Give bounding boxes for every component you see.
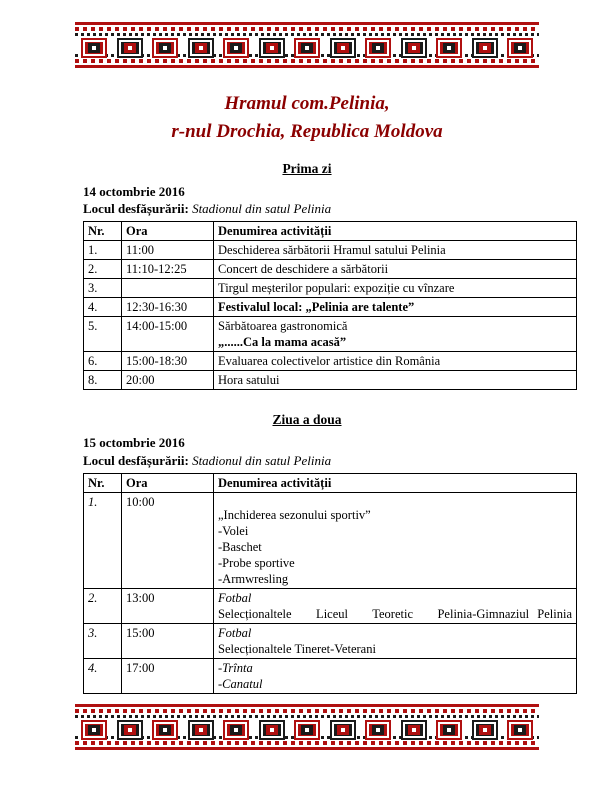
border-motif-icon	[436, 38, 462, 58]
day1-date: 14 octombrie 2016	[83, 184, 185, 200]
cell-activity-line: -Canatul	[218, 676, 263, 691]
table-row	[84, 588, 577, 623]
cell-activity-line: Fotbal	[218, 590, 252, 605]
table-row	[84, 492, 577, 588]
cell-ora: 15:00-18:30	[122, 352, 214, 371]
cell-activity: Festivalul local: „Pelinia are talente”	[214, 298, 577, 317]
border-motif-icon	[152, 720, 178, 740]
cell-ora: 11:10-12:25	[122, 260, 214, 279]
cell-ora: 17:00	[122, 658, 214, 693]
cell-activity	[214, 317, 577, 352]
cell-activity-line: Selecționaltele Liceul Teoretic Pelinia-Gimnaziul Pelinia	[218, 606, 572, 621]
cell-nr: 1.	[84, 241, 122, 260]
border-motif-icon	[81, 720, 107, 740]
cell-activity-line: -Baschet	[218, 539, 262, 554]
cell-ora: 20:00	[122, 371, 214, 390]
table-header-row	[84, 473, 577, 492]
cell-nr: 8.	[84, 371, 122, 390]
day2-date: 15 octombrie 2016	[83, 435, 185, 451]
border-motif-icon	[401, 38, 427, 58]
border-motif-icon	[507, 38, 533, 58]
day2-heading: Ziua a doua	[272, 412, 342, 428]
cell-ora	[122, 279, 214, 298]
cell-nr: 1.	[84, 492, 122, 588]
border-motif-icon	[294, 38, 320, 58]
border-stripe	[75, 715, 539, 718]
border-motif-icon	[223, 720, 249, 740]
cell-nr: 6.	[84, 352, 122, 371]
column-header-nr: Nr.	[84, 222, 122, 241]
border-motif-row	[75, 38, 539, 58]
cell-activity	[214, 623, 577, 658]
border-motif-icon	[259, 720, 285, 740]
border-motif-icon	[259, 38, 285, 58]
cell-activity-line: -Volei	[218, 523, 249, 538]
cell-ora: 15:00	[122, 623, 214, 658]
cell-ora: 12:30-16:30	[122, 298, 214, 317]
day1-venue	[83, 200, 569, 217]
cell-activity-line: „Inchiderea sezonului sportiv”	[218, 507, 371, 522]
day2-venue-value: Stadionul din satul Pelinia	[192, 452, 332, 468]
decorative-border-bottom	[75, 704, 539, 750]
column-header-nr: Nr.	[84, 473, 122, 492]
document-title	[45, 90, 569, 145]
border-motif-icon	[223, 38, 249, 58]
cell-activity	[214, 588, 577, 623]
table-row	[84, 298, 577, 317]
border-motif-icon	[188, 38, 214, 58]
border-motif-icon	[472, 38, 498, 58]
cell-nr: 4.	[84, 658, 122, 693]
cell-activity-line: -Trînta	[218, 660, 253, 675]
cell-ora: 10:00	[122, 492, 214, 588]
border-motif-icon	[401, 720, 427, 740]
table-row	[84, 658, 577, 693]
cell-activity-line: -Probe sportive	[218, 555, 295, 570]
cell-activity-line: -Armwresling	[218, 571, 289, 586]
cell-activity	[214, 492, 577, 588]
column-header-activity: Denumirea activității	[214, 222, 577, 241]
day2-venue	[83, 452, 569, 469]
cell-activity: Evaluarea colectivelor artistice din România	[214, 352, 577, 371]
day2-venue-label: Locul desfășurării:	[83, 452, 189, 468]
cell-activity-line: Selecționaltele Tineret-Veterani	[218, 641, 376, 656]
table-row	[84, 352, 577, 371]
cell-nr: 2.	[84, 260, 122, 279]
border-motif-icon	[436, 720, 462, 740]
border-stripe	[75, 59, 539, 63]
cell-activity-line1: Sărbătoarea gastronomică	[218, 319, 348, 334]
column-header-ora: Ora	[122, 473, 214, 492]
border-motif-icon	[330, 720, 356, 740]
day1-venue-label: Locul desfășurării:	[83, 201, 189, 217]
decorative-border-top	[75, 22, 539, 68]
column-header-activity: Denumirea activității	[214, 473, 577, 492]
table-row	[84, 279, 577, 298]
border-motif-icon	[188, 720, 214, 740]
cell-activity-line: Fotbal	[218, 625, 252, 640]
column-header-ora: Ora	[122, 222, 214, 241]
day1-meta	[83, 183, 569, 217]
border-stripe	[75, 709, 539, 713]
cell-ora: 13:00	[122, 588, 214, 623]
day2-meta	[83, 434, 569, 468]
cell-ora: 11:00	[122, 241, 214, 260]
border-stripe	[75, 27, 539, 31]
cell-activity-line2: „......Ca la mama acasă”	[218, 335, 347, 350]
table-row	[84, 371, 577, 390]
day1-heading: Prima zi	[282, 161, 332, 177]
border-motif-icon	[330, 38, 356, 58]
border-motif-icon	[365, 38, 391, 58]
border-motif-icon	[294, 720, 320, 740]
table-header-row	[84, 222, 577, 241]
cell-nr: 5.	[84, 317, 122, 352]
document-title-line2: r-nul Drochia, Republica Moldova	[171, 120, 443, 142]
table-row	[84, 317, 577, 352]
table-row	[84, 260, 577, 279]
border-motif-icon	[365, 720, 391, 740]
cell-nr: 3.	[84, 623, 122, 658]
cell-nr: 4.	[84, 298, 122, 317]
cell-nr: 2.	[84, 588, 122, 623]
document-page	[0, 22, 614, 794]
day1-schedule-table	[83, 221, 577, 390]
cell-activity	[214, 658, 577, 693]
cell-activity: Concert de deschidere a sărbătorii	[214, 260, 577, 279]
cell-ora: 14:00-15:00	[122, 317, 214, 352]
border-motif-icon	[507, 720, 533, 740]
table-row	[84, 623, 577, 658]
border-motif-icon	[117, 38, 143, 58]
day1-venue-value: Stadionul din satul Pelinia	[192, 201, 332, 217]
border-motif-row	[75, 720, 539, 740]
cell-nr: 3.	[84, 279, 122, 298]
cell-activity: Tirgul meșterilor populari: expoziție cu vînzare	[214, 279, 577, 298]
border-motif-icon	[472, 720, 498, 740]
cell-activity: Deschiderea sărbătorii Hramul satului Pelinia	[214, 241, 577, 260]
cell-activity: Hora satului	[214, 371, 577, 390]
border-motif-icon	[117, 720, 143, 740]
border-stripe	[75, 741, 539, 745]
table-row	[84, 241, 577, 260]
day2-schedule-table	[83, 473, 577, 694]
border-stripe	[75, 33, 539, 36]
border-motif-icon	[81, 38, 107, 58]
border-motif-icon	[152, 38, 178, 58]
cell-spacer	[218, 494, 572, 507]
document-title-line1: Hramul com.Pelinia,	[224, 93, 390, 114]
